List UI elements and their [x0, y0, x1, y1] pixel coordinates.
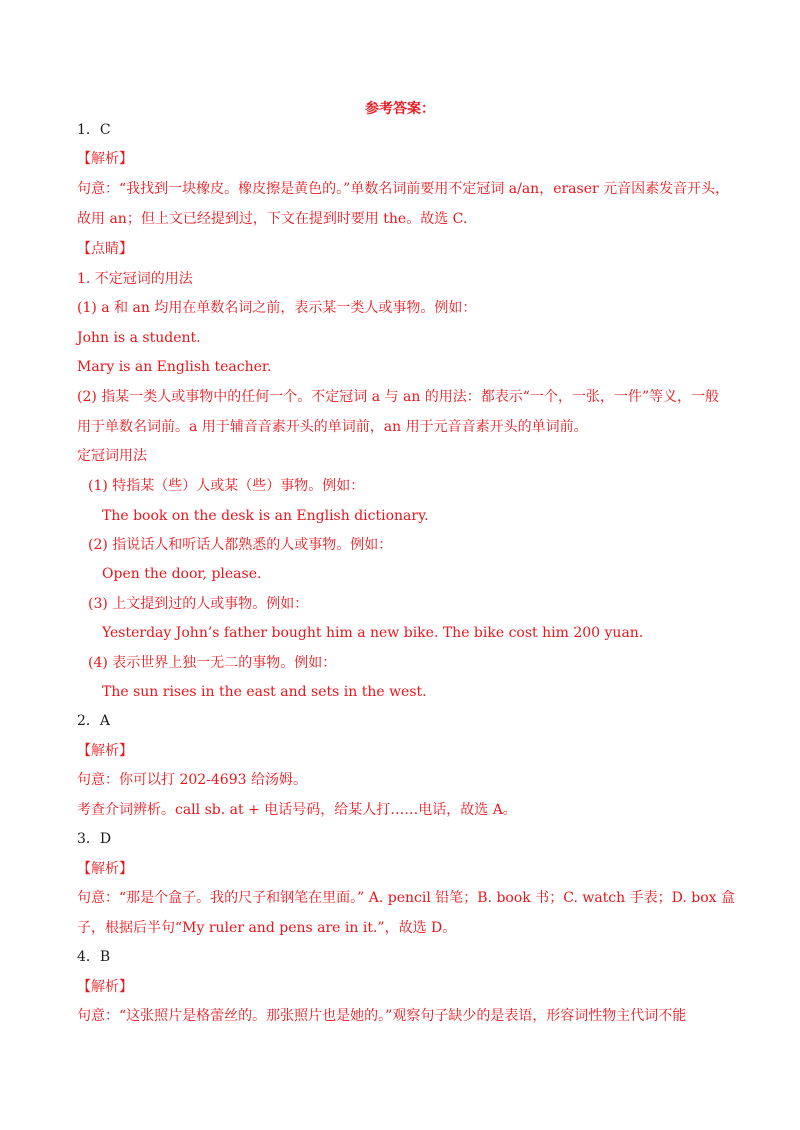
text-line: 句意：“那是个盒子。我的尺子和钢笔在里面。” A. pencil 铅笔；B. book 书；C. watch 手表；D. box 盒: [77, 890, 735, 906]
text-line: 句意：“我找到一块橡皮。橡皮擦是黄色的。”单数名词前要用不定冠词 a/an，eraser 元音因素发音开头，: [77, 181, 730, 197]
text-line: 【解析】: [77, 979, 133, 995]
text-line: (3) 上文提到过的人或事物。例如：: [88, 596, 309, 612]
text-line: 【解析】: [77, 861, 133, 877]
text-line: 考查介词辨析。call sb. at + 电话号码，给某人打……电话，故选 A。: [77, 802, 517, 818]
text-line: 定冠词用法: [77, 448, 147, 464]
text-line: 【解析】: [77, 743, 133, 759]
page-title: 参考答案：: [365, 101, 435, 117]
text-line: 3．D: [77, 831, 112, 847]
text-line: 用于单数名词前。a 用于辅音音素开头的单词前，an 用于元音音素开头的单词前。: [77, 419, 588, 435]
text-line: 句意：“这张照片是格蕾丝的。那张照片也是她的。”观察句子缺少的是表语，形容词性物主代词不能: [77, 1008, 687, 1024]
text-line: (1) 特指某（些）人或某（些）事物。例如：: [88, 478, 365, 494]
text-line: 【点睛】: [77, 241, 133, 257]
text-line: 4．B: [77, 949, 111, 965]
text-line: 子，根据后半句“My ruler and pens are in it.”，故选 D。: [77, 920, 457, 936]
text-line: Mary is an English teacher.: [77, 359, 272, 375]
text-line: 故用 an；但上文已经提到过，下文在提到时要用 the。故选 C.: [77, 211, 468, 227]
text-line: 句意：你可以打 202-4693 给汤姆。: [77, 772, 307, 788]
text-line: 2．A: [77, 713, 111, 729]
text-line: (4) 表示世界上独一无二的事物。例如：: [88, 655, 337, 671]
text-line: 1. 不定冠词的用法: [77, 271, 193, 287]
text-line: Open the door, please.: [102, 566, 262, 582]
text-line: The sun rises in the east and sets in the west.: [102, 684, 427, 700]
text-line: 1．C: [77, 122, 111, 138]
text-line: (1) a 和 an 均用在单数名词之前，表示某一类人或事物。例如：: [77, 300, 477, 316]
text-line: 【解析】: [77, 151, 133, 167]
text-line: Yesterday John’s father bought him a new bike. The bike cost him 200 yuan.: [102, 625, 644, 641]
text-line: (2) 指说话人和听话人都熟悉的人或事物。例如：: [88, 537, 393, 553]
text-line: The book on the desk is an English dictionary.: [102, 508, 429, 524]
text-line: (2) 指某一类人或事物中的任何一个。不定冠词 a 与 an 的用法：都表示“一个，一张，一件”等义，一般: [77, 389, 720, 405]
text-line: John is a student.: [77, 330, 201, 346]
